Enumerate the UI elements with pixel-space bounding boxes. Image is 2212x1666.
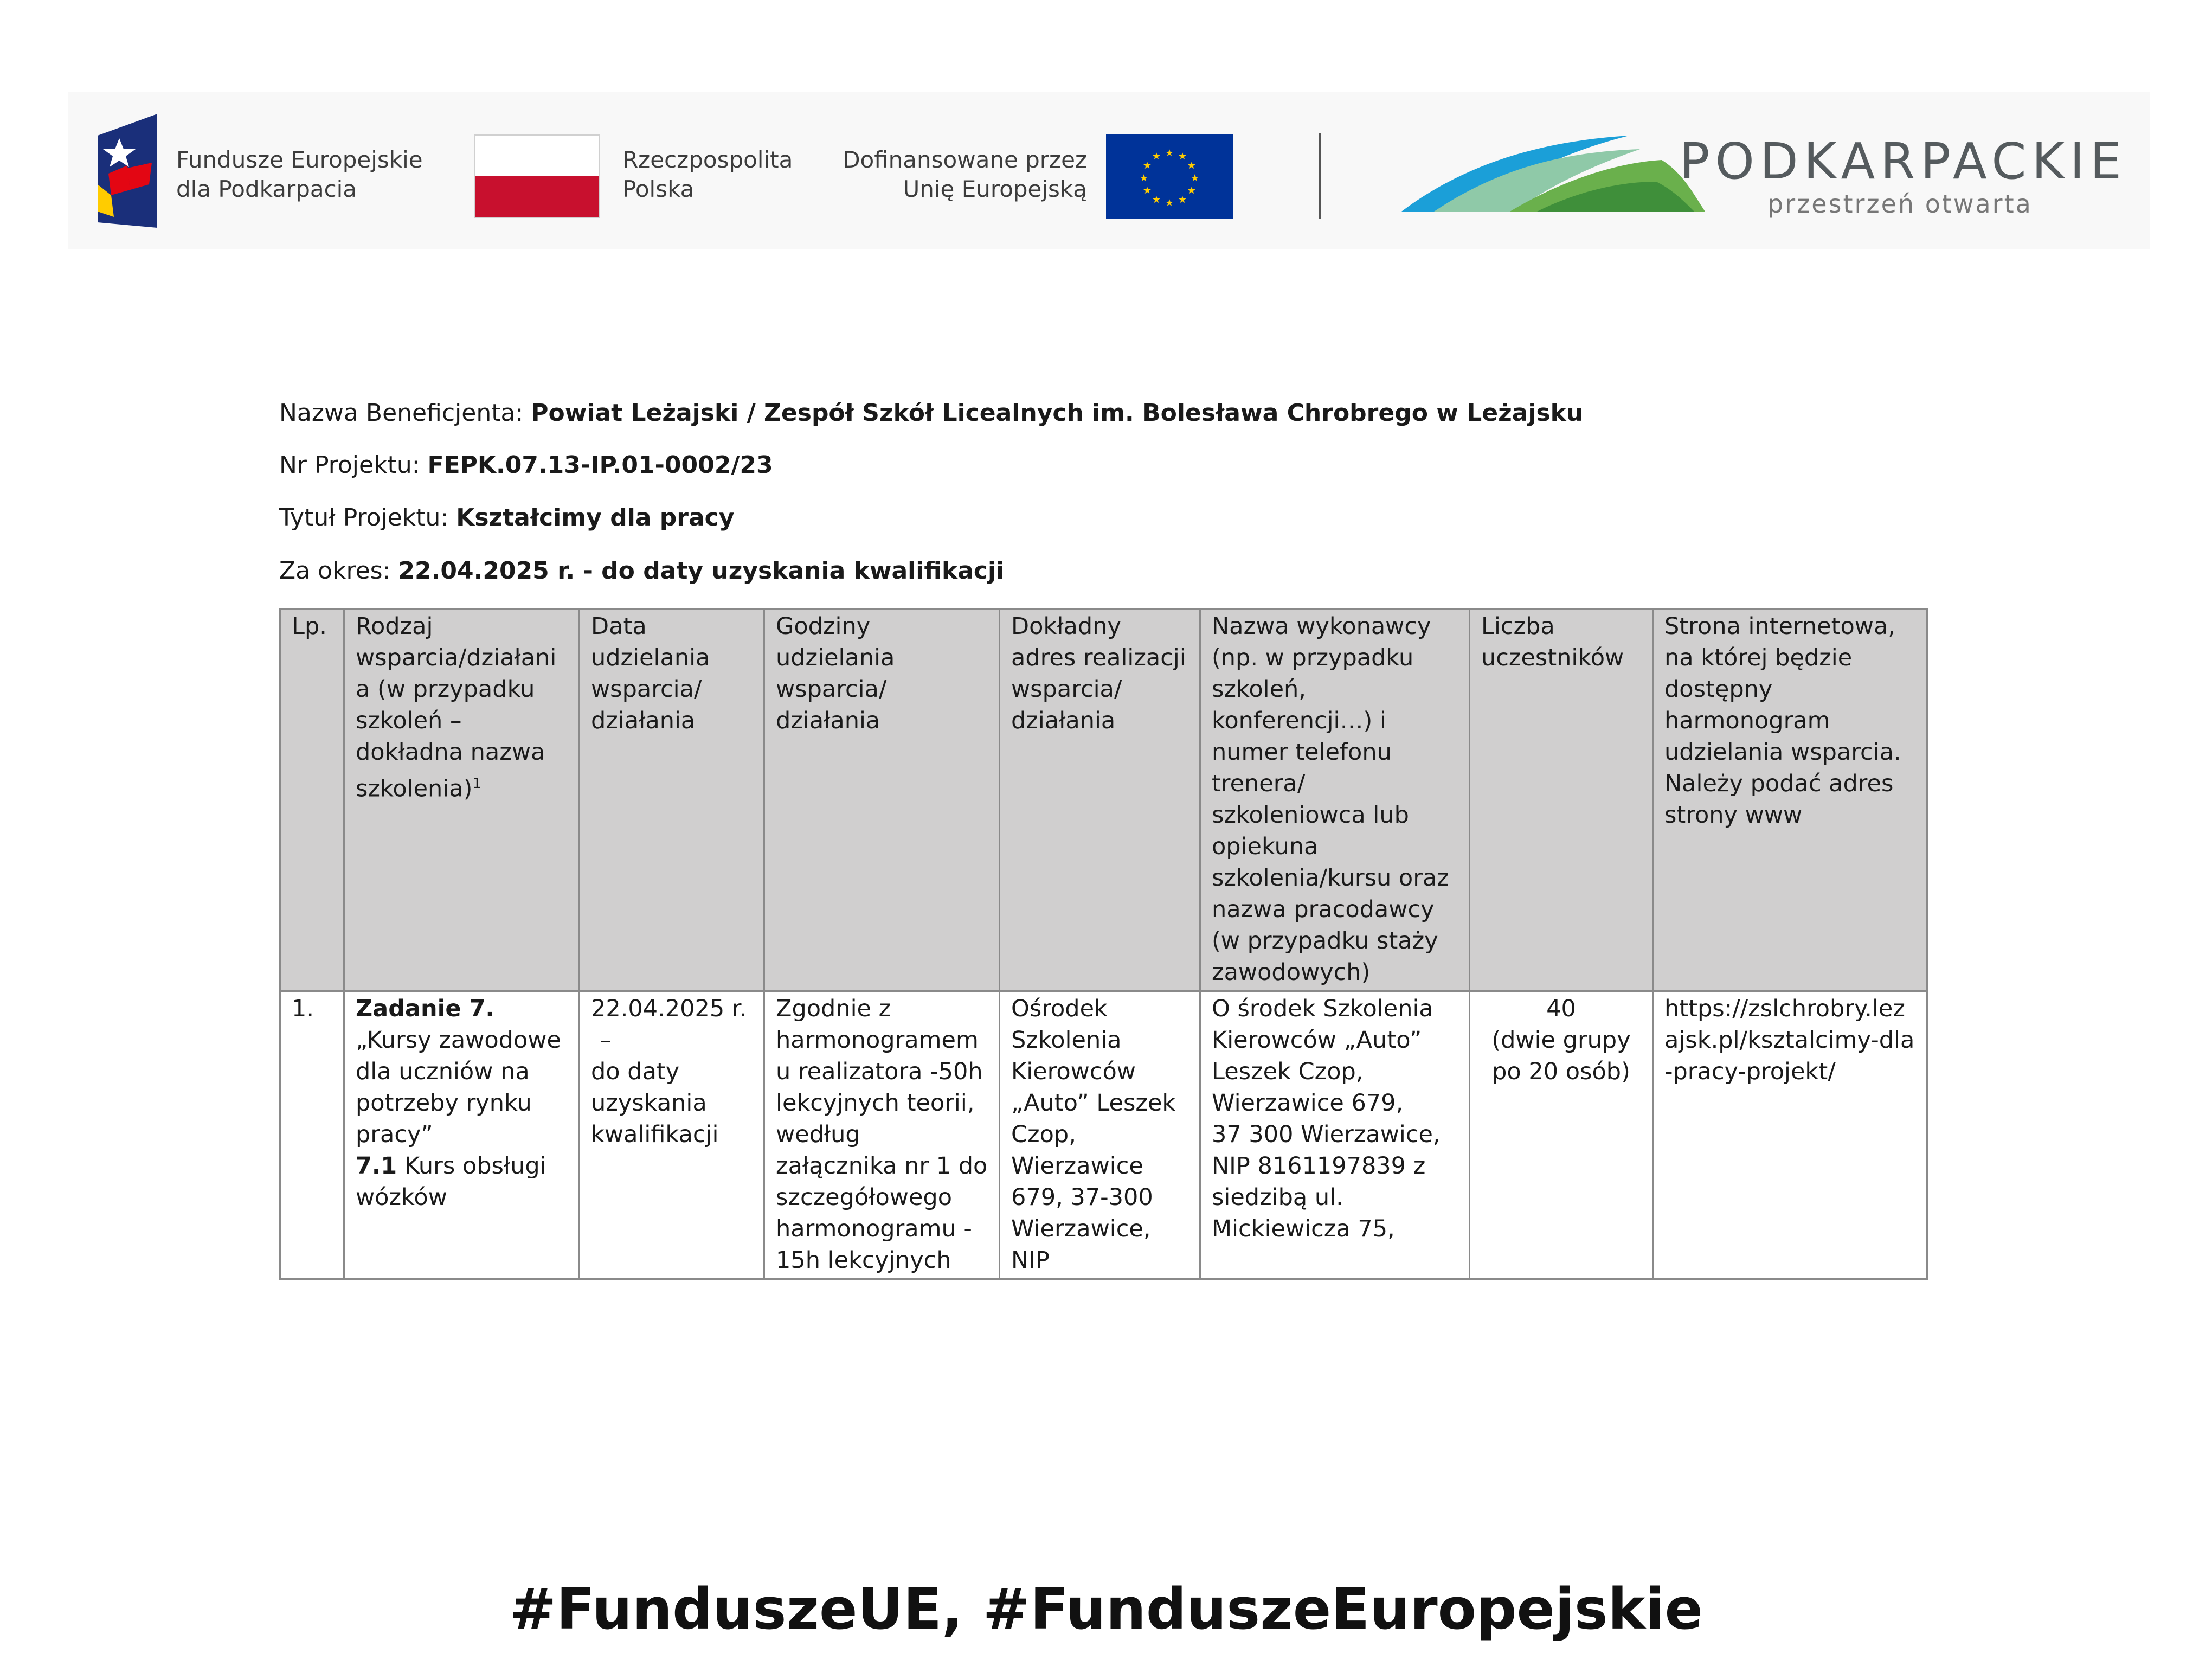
cell-strona[interactable]: https://zslchrobry.lezajsk.pl/ksztalcimy-dla-pracy-projekt/ xyxy=(1653,991,1927,1279)
fe-logo-line2: dla Podkarpacia xyxy=(176,176,357,202)
polish-flag-icon xyxy=(474,134,600,218)
period-line xyxy=(279,556,1004,586)
svg-text:★: ★ xyxy=(1187,185,1197,196)
cell-wykonawca xyxy=(1200,991,1470,1279)
svg-text:★: ★ xyxy=(1187,160,1197,171)
course-number: 7.1 xyxy=(356,1152,397,1180)
podkarpackie-swoosh-icon xyxy=(1401,130,1705,217)
period-value: 22.04.2025 r. - do daty uzyskania kwalifikacji xyxy=(398,557,1005,585)
contractor-line1: O środek Szkolenia Kierowców „Auto” Leszek Czop, Wierzawice 679, xyxy=(1212,995,1433,1117)
project-title-line xyxy=(279,503,734,533)
cell-rodzaj xyxy=(344,991,580,1279)
header-rodzaj: Rodzaj wsparcia/działania (w przypadku szkoleń – dokładna nazwa szkolenia)$^1$ xyxy=(344,609,580,991)
schedule-table xyxy=(279,608,1928,1280)
svg-text:★: ★ xyxy=(1142,160,1152,171)
fe-logo-text xyxy=(176,145,423,204)
task-title: Zadanie 7. xyxy=(356,995,494,1022)
eu-logo-line1: Dofinansowane przez xyxy=(843,146,1087,173)
participants-groups: (dwie grupy po 20 osób) xyxy=(1491,1027,1631,1085)
date-start: 22.04.2025 r. xyxy=(591,995,747,1022)
svg-text:★: ★ xyxy=(1165,197,1174,209)
header-liczba: Liczba uczestników xyxy=(1470,609,1653,991)
header-lp: Lp. xyxy=(280,609,344,991)
podkarpackie-subtitle: przestrzeń otwarta xyxy=(1767,189,2033,219)
eu-logo-text xyxy=(827,145,1087,204)
beneficiary-label: Nazwa Beneficjenta: xyxy=(279,399,524,427)
header-wykonawca: Nazwa wykonawcy (np. w przypadku szkoleń, konferencji…) i numer telefonu trenera/ szkoleniowca lub opiekuna szkolenia/kursu oraz nazwa pracodawcy (w przypadku staży zawodowych) xyxy=(1200,609,1470,991)
contractor-line2: 37 300 Wierzawice, NIP 8161197839 z siedzibą ul. Mickiewicza 75, xyxy=(1212,1121,1441,1242)
rp-logo-line1: Rzeczpospolita xyxy=(622,146,793,173)
header-strona: Strona internetowa, na której będzie dostępny harmonogram udzielania wsparcia. Należy podać adres strony www xyxy=(1653,609,1927,991)
header-adres: Dokładny adres realizacji wsparcia/ działania xyxy=(1000,609,1200,991)
project-title-value: Kształcimy dla pracy xyxy=(456,504,735,531)
svg-text:★: ★ xyxy=(1190,172,1200,184)
project-number-label: Nr Projektu: xyxy=(279,451,420,479)
table-row xyxy=(280,991,1927,1279)
beneficiary-value: Powiat Leżajski / Zespół Szkół Licealnych im. Bolesława Chrobrego w Leżajsku xyxy=(531,399,1584,427)
table-header-row xyxy=(280,609,1927,991)
project-number-value: FEPK.07.13-IP.01-0002/23 xyxy=(427,451,773,479)
cell-liczba xyxy=(1470,991,1653,1279)
beneficiary-line xyxy=(279,398,1583,428)
footer-hashtags: #FunduszeUE, #FunduszeEuropejskie xyxy=(509,1576,1703,1642)
course-line xyxy=(356,1150,568,1213)
svg-text:★: ★ xyxy=(1178,151,1187,162)
period-label: Za okres: xyxy=(279,557,391,585)
header-data: Data udzielania wsparcia/ działania xyxy=(580,609,764,991)
footnote-marker: 1 xyxy=(472,776,481,792)
svg-text:★: ★ xyxy=(1152,194,1161,206)
participants-count: 40 xyxy=(1546,995,1576,1022)
logo-divider xyxy=(1319,133,1321,219)
task-description: „Kursy zawodowe dla uczniów na potrzeby rynku pracy” xyxy=(356,1027,561,1148)
svg-text:★: ★ xyxy=(1165,148,1174,159)
cell-adres: Ośrodek Szkolenia Kierowców „Auto” Leszek Czop, Wierzawice 679, 37-300 Wierzawice, NIP xyxy=(1000,991,1200,1279)
cell-lp: 1. xyxy=(280,991,344,1279)
svg-text:★: ★ xyxy=(1152,151,1161,162)
eu-logo-line2: Unię Europejską xyxy=(903,176,1087,202)
fe-logo-line1: Fundusze Europejskie xyxy=(176,146,423,173)
svg-text:★: ★ xyxy=(1178,194,1187,206)
rp-logo-text xyxy=(622,145,793,204)
rp-logo-line2: Polska xyxy=(622,176,695,202)
cell-data xyxy=(580,991,764,1279)
cell-godziny: Zgodnie z harmonogramem u realizatora -50h lekcyjnych teorii, według załącznika nr 1 do szczegółowego harmonogramu - 15h lekcyjnych xyxy=(764,991,1000,1279)
project-number-line xyxy=(279,450,773,480)
podkarpackie-title: PODKARPACKIE xyxy=(1680,132,2127,190)
date-dash: – xyxy=(600,1027,612,1054)
header-godziny: Godziny udzielania wsparcia/ działania xyxy=(764,609,1000,991)
date-end: do daty uzyskania kwalifikacji xyxy=(591,1058,719,1148)
project-title-label: Tytuł Projektu: xyxy=(279,504,449,531)
svg-text:★: ★ xyxy=(1139,172,1149,184)
course-name: Kurs obsługi wózków xyxy=(356,1152,546,1211)
fundusze-europejskie-logo-icon xyxy=(98,114,157,228)
svg-text:★: ★ xyxy=(1142,185,1152,196)
eu-flag-icon xyxy=(1106,134,1233,219)
